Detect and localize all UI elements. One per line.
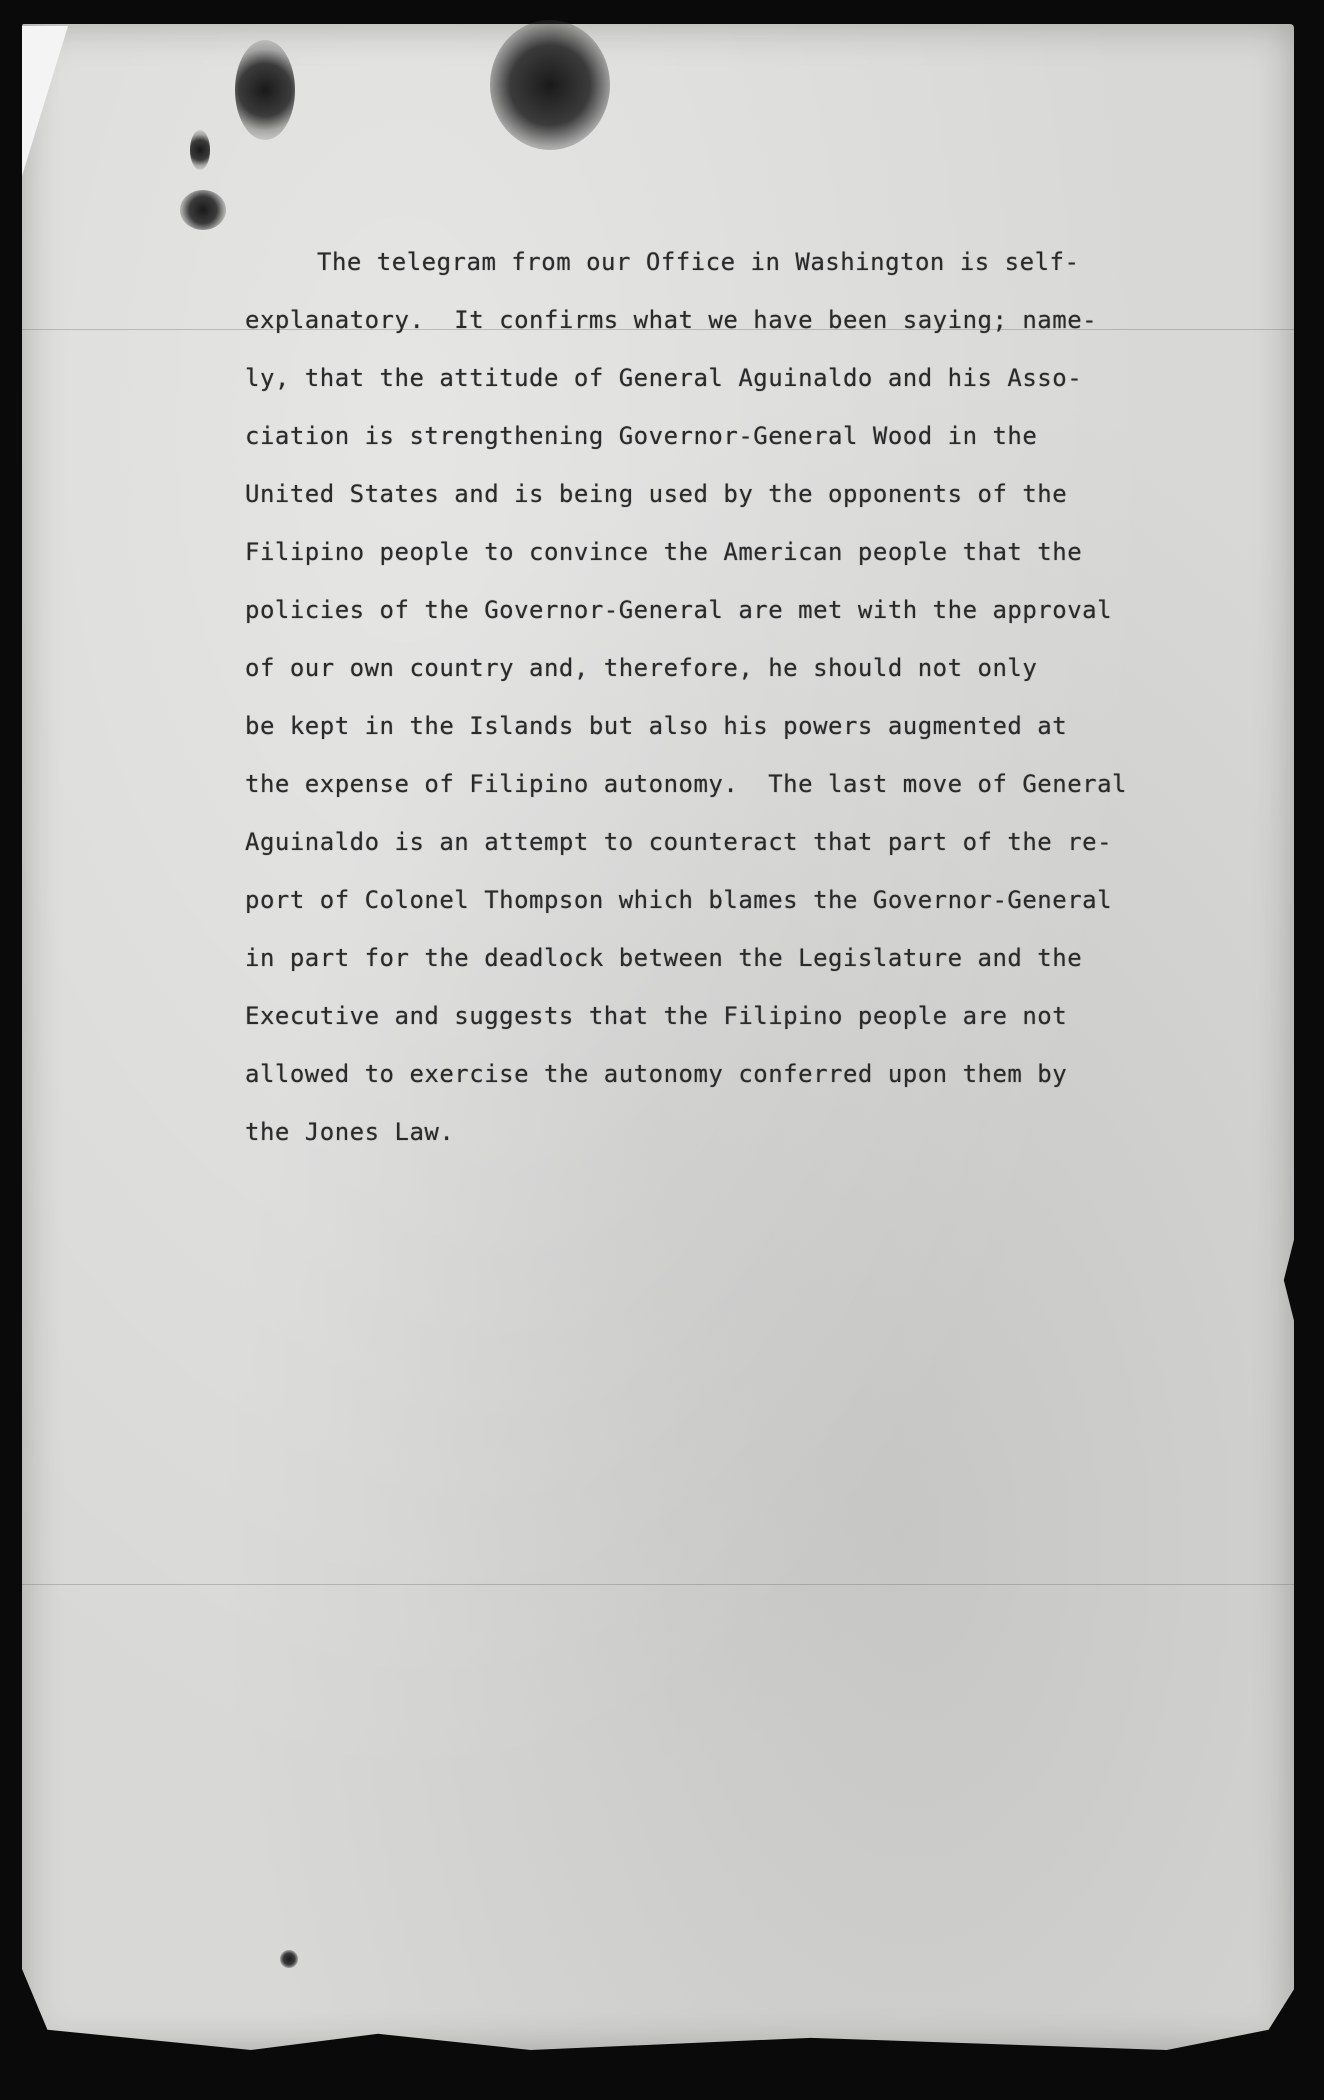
typed-paragraph — [245, 233, 1245, 1161]
text-line: ly, that the attitude of General Aguinaldo and his Asso- — [245, 364, 1083, 392]
text-line: Aguinaldo is an attempt to counteract that part of the re- — [245, 828, 1113, 856]
text-line: of our own country and, therefore, he should not only — [245, 654, 1038, 682]
text-line: be kept in the Islands but also his powers augmented at — [245, 712, 1068, 740]
text-line: ciation is strengthening Governor-General Wood in the — [245, 422, 1038, 450]
text-line: in part for the deadlock between the Legislature and the — [245, 944, 1083, 972]
text-line: port of Colonel Thompson which blames the Governor-General — [245, 886, 1113, 914]
ink-stain — [235, 40, 295, 140]
ink-stain — [490, 20, 610, 150]
ink-stain — [180, 190, 226, 230]
text-line: Executive and suggests that the Filipino people are not — [245, 1002, 1068, 1030]
text-line: the Jones Law. — [245, 1118, 455, 1146]
text-line: Filipino people to convince the American people that the — [245, 538, 1083, 566]
fold-line-bottom — [22, 1584, 1294, 1585]
ink-spot — [280, 1950, 298, 1968]
text-line: allowed to exercise the autonomy conferred upon them by — [245, 1060, 1068, 1088]
text-line: explanatory. It confirms what we have been saying; name- — [245, 306, 1098, 334]
text-line: United States and is being used by the opponents of the — [245, 480, 1068, 508]
text-line: The telegram from our Office in Washington is self- — [317, 248, 1080, 276]
text-line: policies of the Governor-General are met with the approval — [245, 596, 1113, 624]
text-line: the expense of Filipino autonomy. The last move of General — [245, 770, 1128, 798]
ink-stain — [190, 130, 210, 170]
torn-corner — [22, 26, 68, 176]
